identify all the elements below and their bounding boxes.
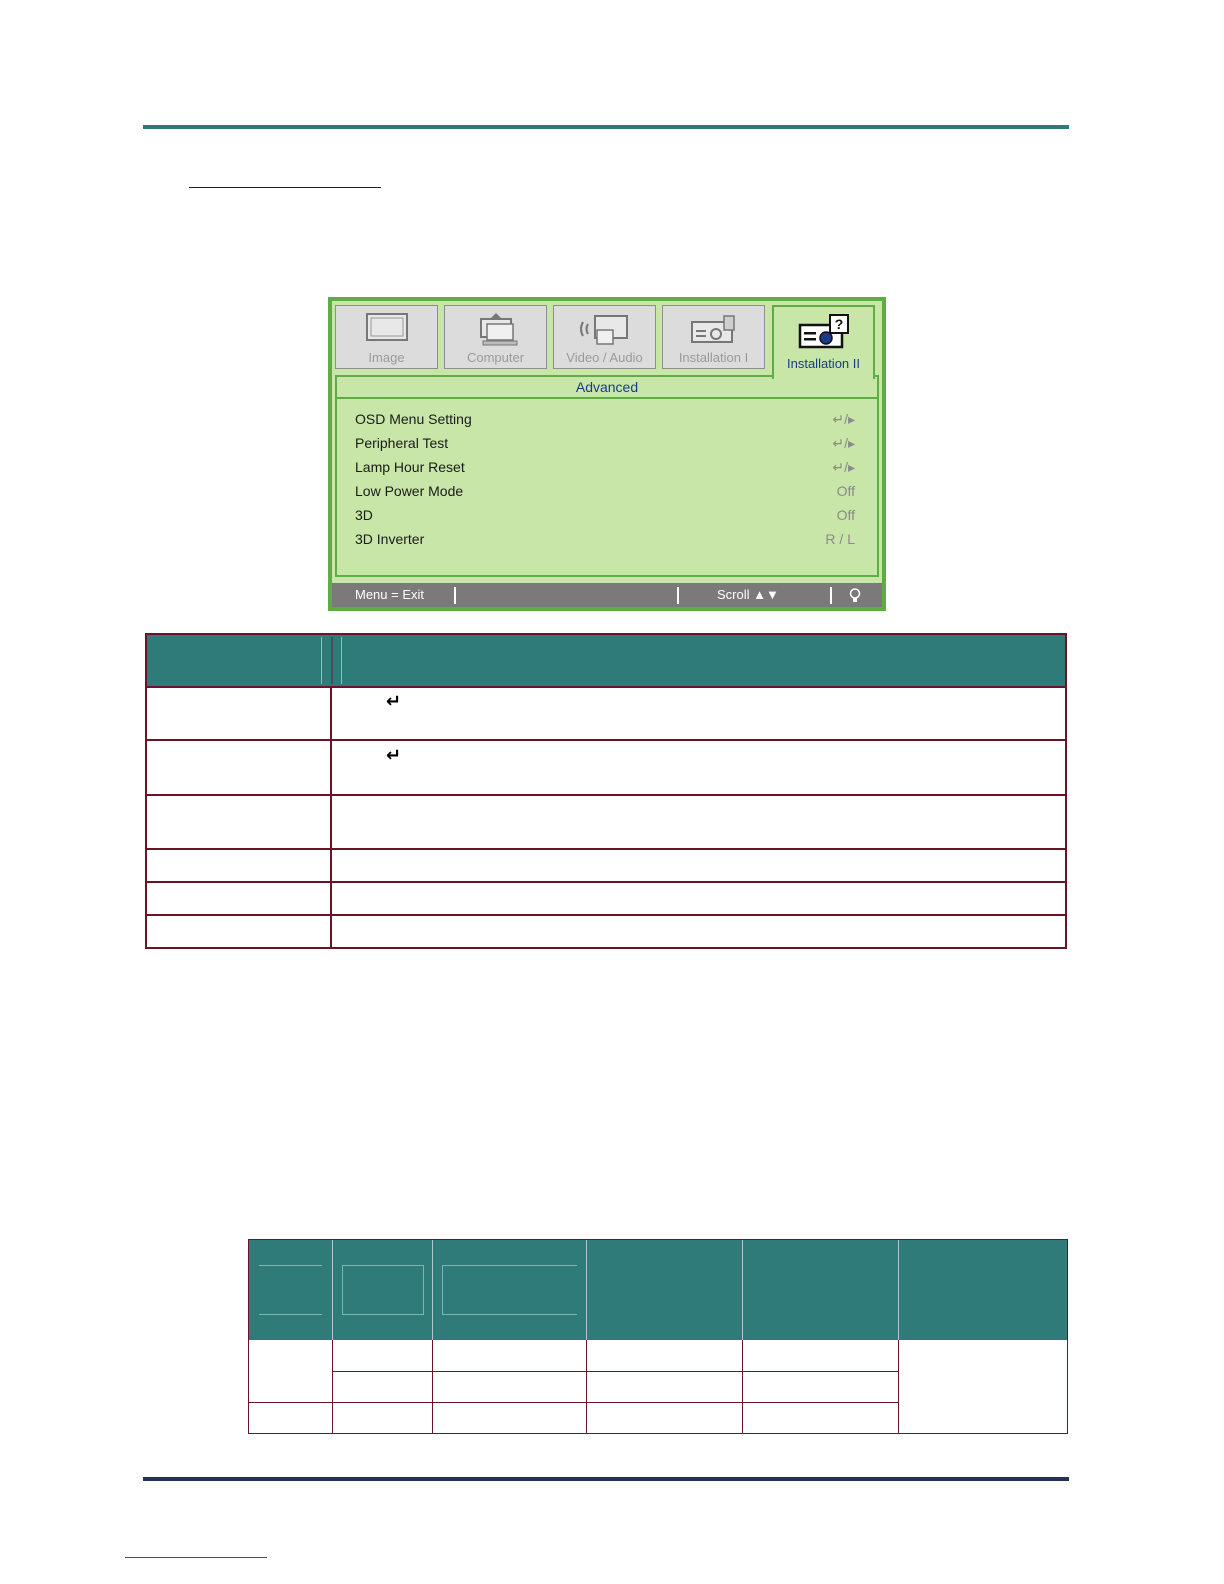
tab-video-audio[interactable] bbox=[553, 305, 656, 369]
menu-item-value: R / L bbox=[825, 531, 855, 547]
menu-exit-hint: Menu = Exit bbox=[355, 587, 425, 602]
menu-item-3d[interactable] bbox=[355, 503, 855, 527]
osd-menu-screenshot bbox=[328, 297, 886, 611]
table-header bbox=[147, 635, 1065, 688]
column-divider bbox=[330, 686, 332, 947]
installation-ii-icon bbox=[796, 313, 852, 351]
menu-item-peripheral-test[interactable] bbox=[355, 431, 855, 455]
settings-description-table bbox=[145, 633, 1067, 949]
submenu-title: Advanced bbox=[337, 377, 877, 399]
table-row-divider bbox=[147, 739, 1065, 741]
data-table bbox=[248, 1239, 1068, 1434]
footer-link-underline bbox=[125, 1557, 267, 1558]
tab-computer[interactable] bbox=[444, 305, 547, 369]
scroll-hint: Scroll ▲▼ bbox=[717, 587, 779, 602]
footer-separator bbox=[830, 587, 832, 604]
menu-item-low-power-mode[interactable] bbox=[355, 479, 855, 503]
menu-item-value: Off bbox=[836, 483, 855, 499]
footer-separator bbox=[454, 587, 456, 604]
osd-submenu bbox=[335, 375, 879, 577]
tab-image-label: Image bbox=[368, 350, 405, 365]
enter-icon: ↵ bbox=[386, 691, 402, 712]
menu-item-label: Lamp Hour Reset bbox=[355, 459, 465, 475]
section-heading-underline bbox=[189, 187, 381, 188]
tab-installation-ii-label: Installation II bbox=[787, 356, 860, 371]
computer-icon bbox=[471, 312, 521, 348]
menu-item-label: 3D Inverter bbox=[355, 531, 425, 547]
table-row-divider bbox=[147, 914, 1065, 916]
tab-computer-label: Computer bbox=[466, 350, 525, 365]
tab-installation-ii[interactable] bbox=[772, 305, 875, 379]
header-rule bbox=[143, 125, 1069, 129]
lamp-icon bbox=[849, 588, 861, 603]
menu-item-label: 3D bbox=[355, 507, 373, 523]
menu-item-label: Peripheral Test bbox=[355, 435, 449, 451]
svg-text:?: ? bbox=[834, 316, 843, 332]
table-row-divider bbox=[147, 881, 1065, 883]
tab-video-audio-label: Video / Audio bbox=[566, 350, 643, 365]
menu-item-label: Low Power Mode bbox=[355, 483, 464, 499]
table-row-divider bbox=[249, 1402, 898, 1403]
menu-item-lamp-hour-reset[interactable] bbox=[355, 455, 855, 479]
menu-item-value: ↵/▸ bbox=[832, 411, 855, 427]
tab-installation-i[interactable] bbox=[662, 305, 765, 369]
menu-item-osd-menu-setting[interactable] bbox=[355, 407, 855, 431]
menu-item-3d-inverter[interactable] bbox=[355, 527, 855, 551]
menu-item-value: ↵/▸ bbox=[832, 435, 855, 451]
tab-installation-i-label: Installation I bbox=[678, 350, 749, 365]
table-row-divider bbox=[332, 1371, 898, 1372]
table-header bbox=[249, 1240, 1067, 1340]
video-audio-icon bbox=[577, 312, 633, 348]
footer-rule bbox=[143, 1477, 1069, 1481]
menu-item-value: ↵/▸ bbox=[832, 459, 855, 475]
tab-image[interactable] bbox=[335, 305, 438, 369]
table-row-divider bbox=[147, 848, 1065, 850]
installation-icon bbox=[686, 312, 742, 348]
osd-menu-panel bbox=[332, 301, 882, 607]
image-icon bbox=[365, 312, 409, 346]
enter-icon: ↵ bbox=[386, 745, 402, 766]
table-row-divider bbox=[147, 794, 1065, 796]
osd-footer-bar bbox=[332, 583, 882, 607]
menu-item-label: OSD Menu Setting bbox=[355, 411, 472, 427]
menu-item-value: Off bbox=[836, 507, 855, 523]
footer-separator bbox=[677, 587, 679, 604]
